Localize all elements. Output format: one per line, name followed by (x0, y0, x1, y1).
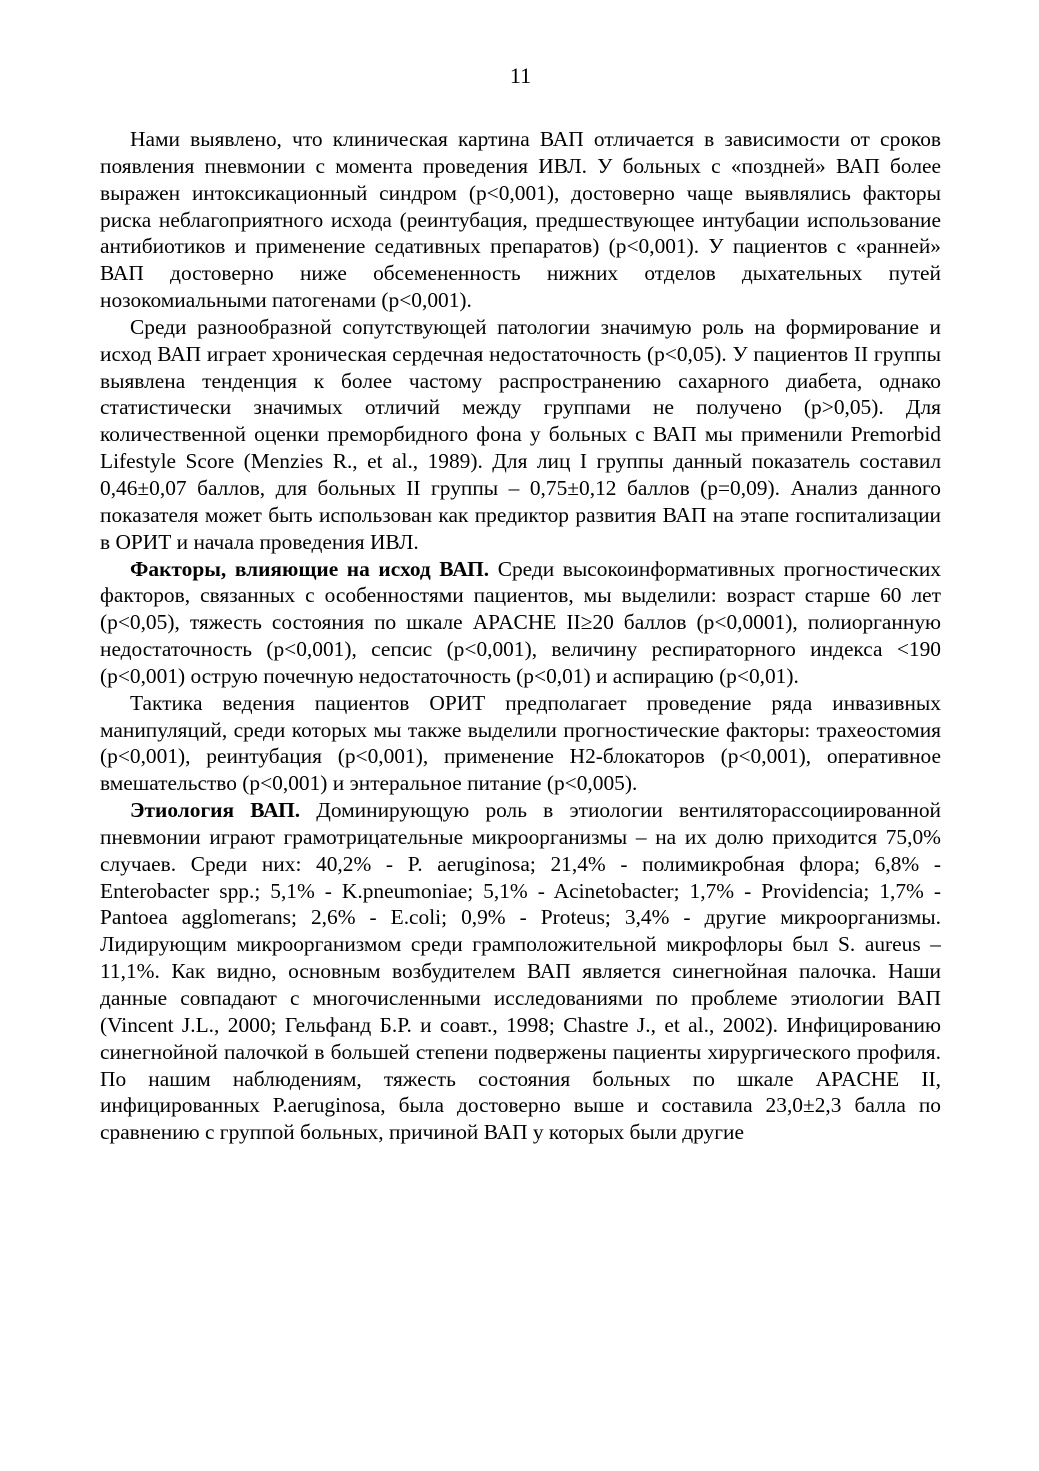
section-heading-outcome-factors: Факторы, влияющие на исход ВАП. (130, 556, 490, 581)
paragraph-vap-clinical-picture (100, 126, 941, 314)
paragraph-text: Среди высокоинформативных прогностических факторов, связанных с особенностями пациентов, мы выделили: возраст старше 60 лет (p<0,05), тяжесть состояния по шкале APACHE II≥20 баллов (p<0,0001), полиорганную недостаточность (p<0,001), сепсис (p<0,001), величину респираторного индекса <190 (p<0,001) острую почечную недостаточность (p<0,01) и аспирацию (p<0,01). (100, 556, 941, 688)
paragraph-text: Тактика ведения пациентов ОРИТ предполагает проведение ряда инвазивных манипуляций, среди которых мы также выделили прогностические факторы: трахеостомия (p<0,001), реинтубация (p<0,001), применение Н2-блокаторов (p<0,001), оперативное вмешательство (p<0,001) и энтеральное питание (p<0,005). (100, 690, 941, 796)
paragraph-text: Среди разнообразной сопутствующей патологии значимую роль на формирование и исход ВАП играет хроническая сердечная недостаточность (p<0,05). У пациентов II группы выявлена тенденция к более частому распространению сахарного диабета, однако статистически значимых отличий между группами не получено (p>0,05). Для количественной оценки преморбидного фона у больных с ВАП мы применили Premorbid Lifestyle Score (Menzies R., et al., 1989). Для лиц I группы данный показатель составил 0,46±0,07 баллов, для больных II группы – 0,75±0,12 баллов (p=0,09). Анализ данного показателя может быть использован как предиктор развития ВАП на этапе госпитализации в ОРИТ и начала проведения ИВЛ. (100, 314, 941, 554)
paragraph-outcome-factors (100, 556, 941, 690)
paragraph-text: Нами выявлено, что клиническая картина ВАП отличается в зависимости от сроков появления пневмонии с момента проведения ИВЛ. У больных с «поздней» ВАП более выражен интоксикационный синдром (p<0,001), достоверно чаще выявлялись факторы риска неблагоприятного исхода (реинтубация, предшествующее интубации использование антибиотиков и применение седативных препаратов) (p<0,001). У пациентов с «ранней» ВАП достоверно ниже обсемененность нижних отделов дыхательных путей нозокомиальными патогенами (p<0,001). (100, 127, 941, 313)
paragraph-etiology (100, 797, 941, 1146)
document-page (100, 62, 941, 1146)
paragraph-icu-tactics (100, 690, 941, 797)
paragraph-text: Доминирующую роль в этиологии вентиляторассоциированной пневмонии играют грамотрицательные микроорганизмы – на их долю приходится 75,0% случаев. Среди них: 40,2% - P. aeruginosa; 21,4% - полимикробная флора; 6,8% - Enterobacter spp.; 5,1% - K.pneumoniae; 5,1% - Acinetobacter; 1,7% - Providencia; 1,7% - Pantoea agglomerans; 2,6% - E.coli; 0,9% - Proteus; 3,4% - другие микроорганизмы. Лидирующим микроорганизмом среди грамположительной микрофлоры был S. aureus – 11,1%. Как видно, основным возбудителем ВАП является синегнойная палочка. Наши данные совпадают с многочисленными исследованиями по проблеме этиологии ВАП (Vincent J.L., 2000; Гельфанд Б.Р. и соавт., 1998; Chastre J., et al., 2002). Инфицированию синегнойной палочкой в большей степени подвержены пациенты хирургического профиля. По нашим наблюдениям, тяжесть состояния больных по шкале APACHE II, инфицированных P.aeruginosa, была достоверно выше и составила 23,0±2,3 балла по сравнению с группой больных, причиной ВАП у которых были другие (100, 798, 941, 1145)
page-number: 11 (509, 63, 532, 88)
section-heading-etiology: Этиология ВАП. (130, 798, 301, 823)
paragraph-comorbidity (100, 314, 941, 556)
